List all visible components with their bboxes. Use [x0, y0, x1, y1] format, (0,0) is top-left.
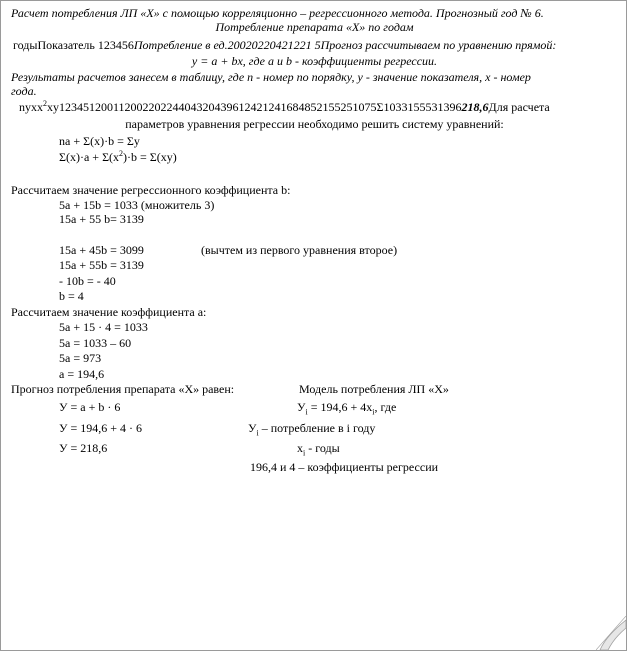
calc-a-line-3: 5a = 973 [59, 351, 102, 365]
intro-line-4: у = а + bх, где а и b - коэффициенты регрессии. [191, 54, 438, 68]
forecast-bold-value: 218,6 [461, 100, 489, 114]
calc-b-line-4: 15a + 55b = 3139 [59, 258, 144, 272]
intro-line-2: Потребление препарата «Х» по годам [215, 20, 414, 34]
intro-line-6: года. [11, 84, 37, 98]
calc-b-line-5: - 10b = - 40 [59, 274, 116, 288]
years-label: годы [13, 38, 38, 52]
indicator-label: Показатель 123456 [37, 38, 134, 52]
intro-line-1: Расчет потребления ЛП «Х» с помощью корреляционно – регрессионного метода. Прогнозный год № 6. [11, 6, 544, 20]
calc-a-title: Рассчитаем значение коэффициента а: [11, 305, 207, 319]
calc-b-line-1: 5a + 15b = 1033 (множитель 3) [59, 198, 215, 212]
calc-b-line-2: 15a + 55 b= 3139 [59, 212, 144, 226]
calc-a-line-4: a = 194,6 [59, 367, 105, 381]
calc-a-line-2: 5a = 1033 – 60 [59, 336, 132, 350]
intro-line-5: Результаты расчетов занесем в таблицу, где n - номер по порядку, у - значение показателя, х - номер [11, 70, 531, 84]
params-line: параметров уравнения регрессии необходимо решить систему уравнений: [125, 117, 504, 131]
model-line-2: $У_i$ – потребление в i году [248, 421, 376, 438]
table-collapsed-line: nyxx$^2$xy12345120011200220224404320439612421241684852155251075Σ1033155531396218,6Для расчета [19, 99, 550, 114]
forecast-equation-intro: Прогноз рассчитываем по уравнению прямой: [320, 38, 557, 52]
model-line-1: $У_i = 194,6 + 4x_i$, где [297, 400, 397, 417]
calc-b-line-3: 15a + 45b = 3099 [59, 243, 144, 257]
system-eq-1: na + Σ(x)·b = Σy [59, 134, 140, 148]
consumption-label: Потребление в ед.20020220421221 5 [133, 38, 321, 52]
intro-line-3 [13, 39, 556, 52]
forecast-line-2: У = 194,6 + 4 · 6 [59, 421, 143, 435]
forecast-line-1: У = а + b · 6 [59, 400, 121, 414]
page-curl-icon [596, 616, 626, 650]
model-line-3: $x_i$ - годы [297, 441, 340, 458]
forecast-line-3: У = 218,6 [59, 441, 108, 455]
calc-b-line-3-note: (вычтем из первого уравнения второе) [201, 243, 398, 257]
system-eq-2: $\Sigma(x)\cdot a + \Sigma(x^2)\cdot b = \Sigma(xy)$ [59, 149, 177, 164]
calc-b-line-6: b = 4 [59, 289, 84, 303]
model-title: Модель потребления ЛП «Х» [299, 382, 449, 396]
model-line-4: 196,4 и 4 – коэффициенты регрессии [250, 460, 439, 474]
forecast-title: Прогноз потребления препарата «Х» равен: [11, 382, 235, 396]
calc-b-title: Рассчитаем значение регрессионного коэффициента b: [11, 183, 291, 197]
calc-a-line-1: 5a + 15 · 4 = 1033 [59, 320, 148, 334]
